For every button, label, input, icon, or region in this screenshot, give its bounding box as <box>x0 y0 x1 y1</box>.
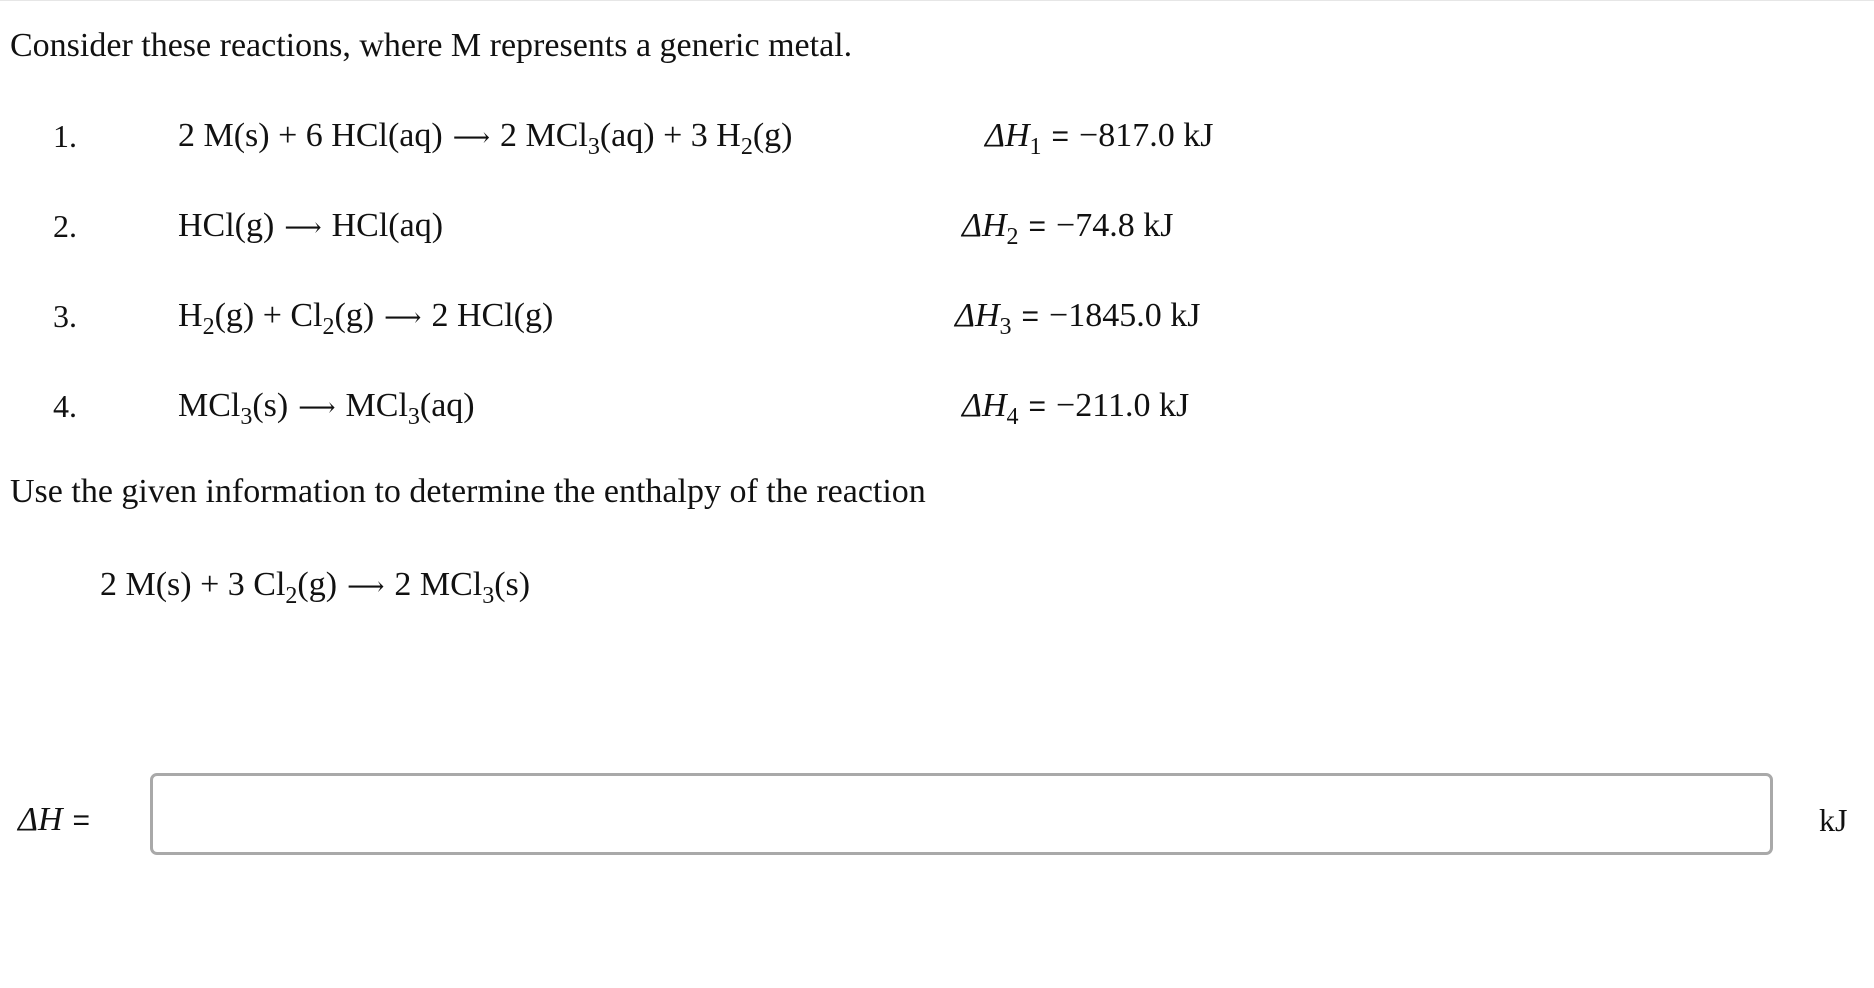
formula-text: (aq) + 3 H <box>599 117 741 154</box>
answer-label <box>18 797 100 844</box>
unit-label: kJ <box>1819 802 1848 838</box>
reaction-arrow-icon: ⟶ <box>384 303 422 332</box>
delta-h-value: −817.0 kJ <box>1079 117 1214 154</box>
equals-sign: = <box>72 804 91 837</box>
subscript: 2 <box>740 134 753 160</box>
delta-h-subscript: 4 <box>1006 404 1019 430</box>
formula-text: (s) <box>494 566 531 603</box>
delta-h-symbol: ΔH <box>962 207 1007 244</box>
enthalpy-value <box>962 383 1189 430</box>
delta-h-value: −74.8 kJ <box>1056 207 1174 244</box>
formula-text: H <box>178 297 203 334</box>
formula-text: 2 M(s) + 3 Cl <box>100 566 286 603</box>
target-reaction <box>100 562 530 610</box>
formula-text: 2 M(s) + 6 HCl(aq) <box>178 117 443 154</box>
formula-text: (s) <box>252 387 289 424</box>
reaction-arrow-icon: ⟶ <box>347 572 385 601</box>
reaction-number: 3. <box>53 298 77 334</box>
equals-sign: = <box>1028 210 1047 243</box>
reaction-number: 4. <box>53 388 77 424</box>
reaction-arrow-icon: ⟶ <box>284 213 322 242</box>
enthalpy-value <box>985 113 1213 160</box>
formula-text: MCl <box>345 387 408 424</box>
equals-sign: = <box>1051 120 1070 153</box>
subscript: 2 <box>322 314 335 340</box>
enthalpy-answer-input[interactable] <box>150 773 1773 855</box>
delta-h-symbol: ΔH <box>985 117 1030 154</box>
delta-h-symbol: ΔH <box>962 387 1007 424</box>
instruction-text: Use the given information to determine the enthalpy of the reaction <box>10 473 926 510</box>
formula-text: (g) + Cl <box>214 297 323 334</box>
formula-text: 2 MCl <box>394 566 483 603</box>
subscript: 2 <box>202 314 215 340</box>
intro-text: Consider these reactions, where M represents a generic metal. <box>10 27 853 64</box>
delta-h-subscript: 1 <box>1029 134 1042 160</box>
reaction-equation <box>178 113 792 161</box>
reaction-number: 1. <box>53 118 77 154</box>
formula-text: (aq) <box>419 387 475 424</box>
reaction-number: 2. <box>53 208 77 244</box>
reaction-equation <box>178 293 553 341</box>
reaction-row-4 <box>0 383 1874 433</box>
delta-h-symbol: ΔH <box>955 297 1000 334</box>
subscript: 3 <box>240 404 253 430</box>
delta-h-subscript: 3 <box>999 314 1012 340</box>
formula-text: 2 HCl(g) <box>431 297 554 334</box>
enthalpy-value <box>955 293 1200 340</box>
reaction-arrow-icon: ⟶ <box>298 393 336 422</box>
subscript: 3 <box>587 134 600 160</box>
subscript: 3 <box>482 583 495 609</box>
formula-text: (g) <box>752 117 793 154</box>
delta-h-value: −211.0 kJ <box>1056 387 1190 424</box>
subscript: 2 <box>285 583 298 609</box>
delta-h-value: −1845.0 kJ <box>1049 297 1201 334</box>
formula-text: HCl(aq) <box>331 207 444 244</box>
formula-text: MCl <box>178 387 241 424</box>
delta-h-symbol: ΔH <box>18 801 63 838</box>
delta-h-subscript: 2 <box>1006 224 1019 250</box>
top-divider <box>0 0 1874 1</box>
reaction-row-2 <box>0 203 1874 253</box>
reaction-row-3 <box>0 293 1874 343</box>
equals-sign: = <box>1028 390 1047 423</box>
reaction-equation <box>178 383 475 431</box>
equals-sign: = <box>1021 300 1040 333</box>
subscript: 3 <box>407 404 420 430</box>
formula-text: 2 MCl <box>499 117 588 154</box>
reaction-row-1 <box>0 113 1874 163</box>
reaction-arrow-icon: ⟶ <box>452 123 490 152</box>
formula-text: (g) <box>297 566 338 603</box>
enthalpy-value <box>962 203 1173 250</box>
formula-text: HCl(g) <box>178 207 275 244</box>
reaction-equation <box>178 203 443 251</box>
formula-text: (g) <box>334 297 375 334</box>
